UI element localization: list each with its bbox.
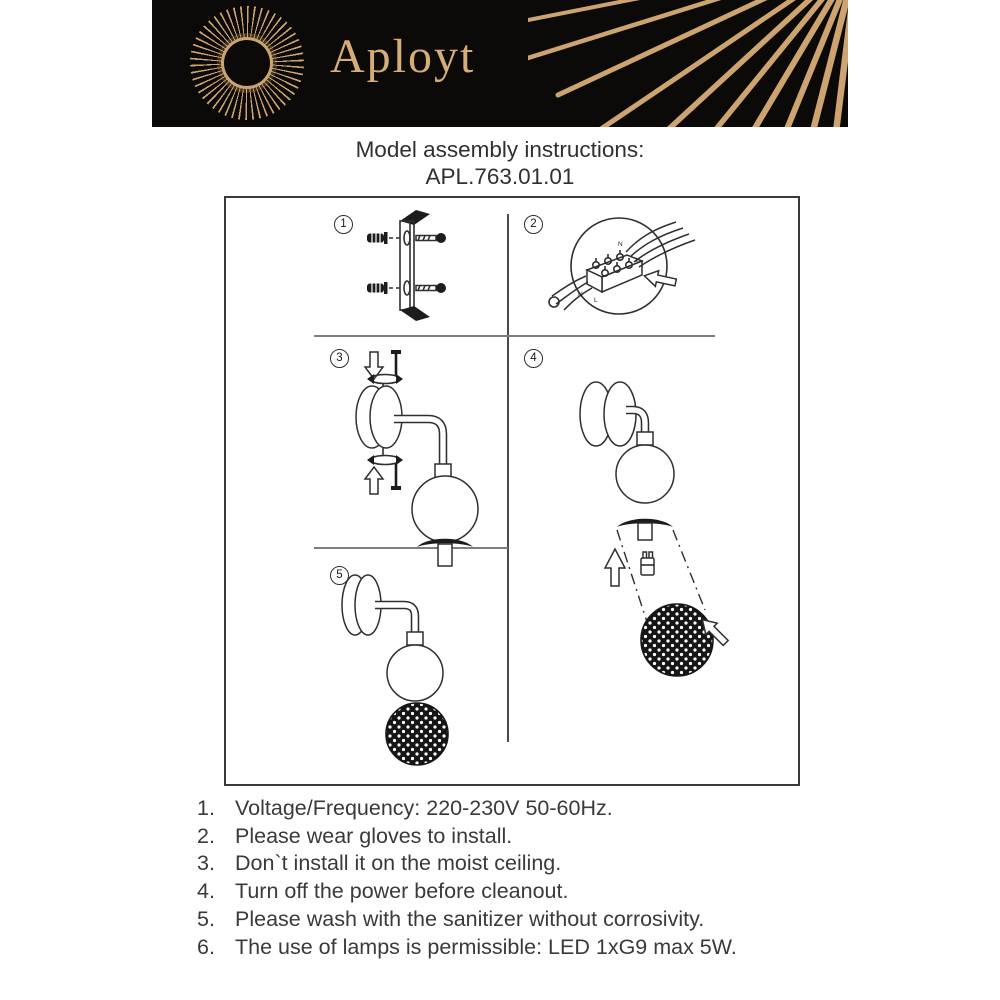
note-number: 3. (197, 851, 215, 876)
note-text: Don`t install it on the moist ceiling. (235, 851, 562, 876)
step-4-badge: 4 (524, 349, 543, 368)
step-2-diagram-wiring-icon (526, 212, 716, 327)
model-number: APL.763.01.01 (425, 164, 575, 189)
wire-n-label: N (618, 241, 623, 248)
instruction-notes (197, 795, 877, 961)
note-item (197, 878, 877, 906)
note-text: Turn off the power before cleanout. (235, 879, 569, 904)
note-text: Please wear gloves to install. (235, 823, 513, 848)
step-3-badge: 3 (330, 349, 349, 368)
step-1-badge: 1 (334, 215, 353, 234)
note-text: Please wash with the sanitizer without corrosivity. (235, 906, 705, 931)
rays-decoration-icon (528, 0, 848, 127)
wire-n-label-2: N (578, 291, 583, 298)
page-title: Model assembly instructions: (355, 137, 645, 162)
sunburst-logo-icon (190, 6, 304, 120)
step-5-diagram-assembled-lamp-icon (311, 558, 531, 778)
note-number: 1. (197, 796, 215, 820)
step-5-badge: 5 (330, 566, 349, 585)
note-number: 4. (197, 879, 215, 904)
brand-banner (152, 0, 848, 127)
step-4-diagram-bulb-shade-icon (508, 346, 793, 691)
note-number: 2. (197, 823, 215, 848)
wire-l-label-2: L (594, 297, 598, 304)
note-item (197, 850, 877, 878)
divider-horizontal-1 (314, 335, 715, 337)
note-text: The use of lamps is permissible: LED 1xG9 max 5W. (235, 934, 737, 959)
wire-l-label: L (636, 257, 640, 264)
note-item (197, 906, 877, 934)
step-1-diagram-bracket-icon (356, 208, 476, 328)
note-item (197, 934, 877, 962)
note-item (197, 823, 877, 851)
note-number: 5. (197, 906, 215, 931)
note-item (197, 795, 877, 823)
assembly-diagram-box (224, 196, 800, 786)
heading-block (0, 136, 1000, 190)
note-number: 6. (197, 934, 215, 959)
step-3-diagram-canopy-icon (322, 346, 522, 591)
brand-name: Aployt (330, 30, 476, 83)
step-2-badge: 2 (524, 215, 543, 234)
note-text: Voltage/Frequency: 220-230V 50-60Hz. (235, 796, 613, 820)
